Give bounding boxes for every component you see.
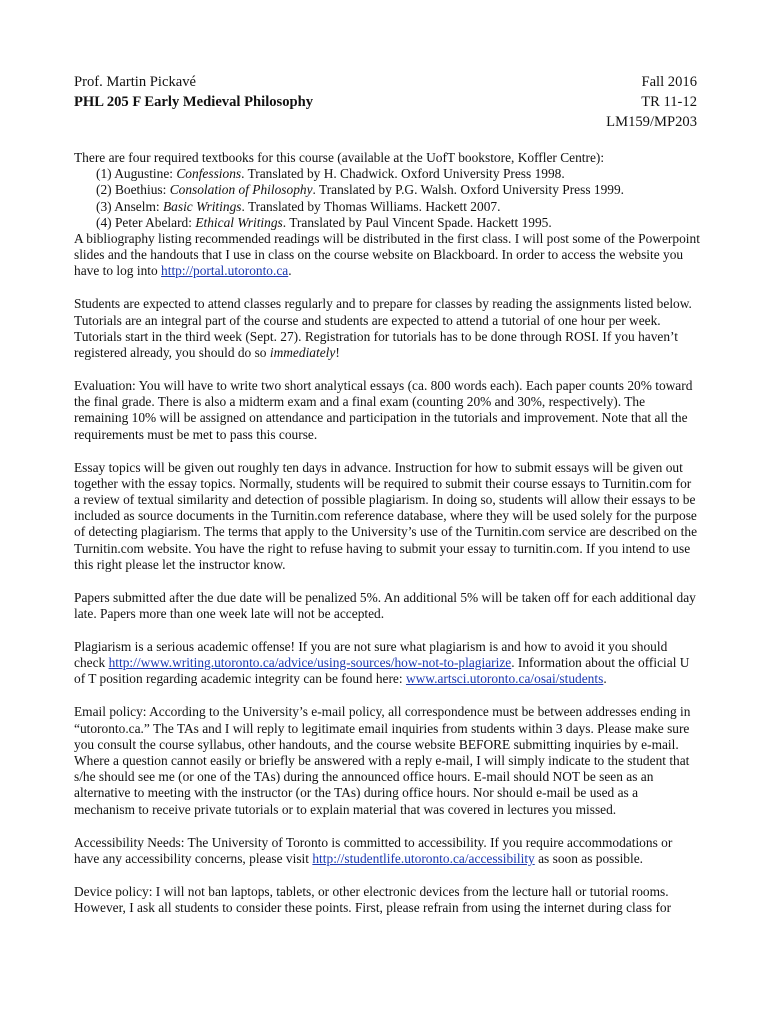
class-time: TR 11-12 <box>641 94 697 110</box>
syllabus-header <box>74 72 697 132</box>
textbooks-intro: There are four required textbooks for this course (available at the UofT bookstore, Koffler Centre): <box>74 150 605 165</box>
accessibility-link[interactable]: http://studentlife.utoronto.ca/accessibility <box>312 850 535 866</box>
textbook-item: (1) Augustine: Confessions. Translated by H. Chadwick. Oxford University Press 1998. <box>96 166 565 182</box>
term: Fall 2016 <box>641 74 697 90</box>
textbook-item: (3) Anselm: Basic Writings. Translated by Thomas Williams. Hackett 2007. <box>96 198 501 214</box>
textbook-item: (2) Boethius: Consolation of Philosophy. Translated by P.G. Walsh. Oxford University Press 1999. <box>96 182 625 198</box>
syllabus-body <box>74 150 700 933</box>
attendance-paragraph: Students are expected to attend classes regularly and to prepare for classes by reading the assignments listed below. Tutorials are an integral part of the course and students are expected to attend a tutorial of one hour per week. Tutorials start in the third week (Sept. 27). Registration for tutorials has to be done through ROSI. If you haven’t registered already, you should do so immediately! <box>74 296 692 361</box>
accessibility-paragraph: Accessibility Needs: The University of Toronto is committed to accessibility. If you require accommodations or have any accessibility concerns, please visit http://studentlife.utoronto.ca/accessibility as soon as possible. <box>74 834 673 866</box>
late-policy-paragraph: Papers submitted after the due date will be penalized 5%. An additional 5% will be taken off for each additional day late. Papers more than one week late will not be accepted. <box>74 589 696 622</box>
portal-link[interactable]: http://portal.utoronto.ca <box>161 263 289 279</box>
email-policy-paragraph: Email policy: According to the University’s e-mail policy, all correspondence must be between addresses ending in “utoronto.ca.” The TAs and I will reply to legitimate email inquiries from students within 3 days. Please make sure you consult the course syllabus, other handouts, and the course website BEFORE submitting inquiries by e-mail. Where a question cannot easily or briefly be answered with a reply e-mail, I will simply indicate to the student that s/he should see me (or one of the TAs) during the announced office hours. E-mail should NOT be seen as an alternative to meeting with the instructor (or the TAs) during office hours. Nor should e-mail be used as a mechanism to receive private tutorials or to explain material that was covered in lectures you missed. <box>74 704 691 817</box>
bibliography-paragraph: A bibliography listing recommended readings will be distributed in the first class. I will post some of the Powerpoint slides and the handouts that I use in class on the course website on Blackboard. In order to access the website you have to log into http://portal.utoronto.ca. <box>74 231 700 279</box>
class-rooms: LM159/MP203 <box>606 114 697 130</box>
plagiarism-paragraph: Plagiarism is a serious academic offense! If you are not sure what plagiarism is and how to avoid it you should check http://www.writing.utoronto.ca/advice/using-sources/how-not-to-plagiarize. Information about the official U of T position regarding academic integrity can be found here: www.artsci.utoronto.ca/osai/students. <box>74 639 690 687</box>
academic-integrity-link[interactable]: www.artsci.utoronto.ca/osai/students <box>405 671 604 687</box>
device-policy-paragraph: Device policy: I will not ban laptops, tablets, or other electronic devices from the lecture hall or tutorial rooms. However, I ask all students to consider these points. First, please refrain from using the internet during class for <box>74 883 672 916</box>
textbooks-section <box>74 150 700 280</box>
textbook-item: (4) Peter Abelard: Ethical Writings. Translated by Paul Vincent Spade. Hackett 1995. <box>96 214 552 230</box>
header-row-1 <box>74 72 697 92</box>
header-row-2 <box>74 92 697 112</box>
plagiarism-guide-link[interactable]: http://www.writing.utoronto.ca/advice/using-sources/how-not-to-plagiarize <box>108 655 512 671</box>
professor-name: Prof. Martin Pickavé <box>74 74 196 90</box>
course-title: PHL 205 F Early Medieval Philosophy <box>74 94 314 110</box>
textbook-list <box>74 166 700 231</box>
essay-paragraph: Essay topics will be given out roughly ten days in advance. Instruction for how to submit essays will be given out together with the essay topics. Normally, students will be required to submit their course essays to Turnitin.com for a review of textual similarity and detection of possible plagiarism. In doing so, students will allow their essays to be included as source documents in the Turnitin.com reference database, where they will be used solely for the purpose of detecting plagiarism. The terms that apply to the University’s use of the Turnitin.com service are described on the Turnitin.com website. You have the right to refuse having to submit your essay to turnitin.com. If you intend to use this right please let the instructor know. <box>74 459 698 572</box>
header-row-3 <box>74 112 697 132</box>
evaluation-paragraph: Evaluation: You will have to write two short analytical essays (ca. 800 words each). Each paper counts 20% toward the final grade. There is also a midterm exam and a final exam (counting 20% and 30%, respectively). The remaining 10% will be assigned on attendance and participation in the tutorials and improvement. Note that all the requirements must be met to pass this course. <box>74 378 693 442</box>
